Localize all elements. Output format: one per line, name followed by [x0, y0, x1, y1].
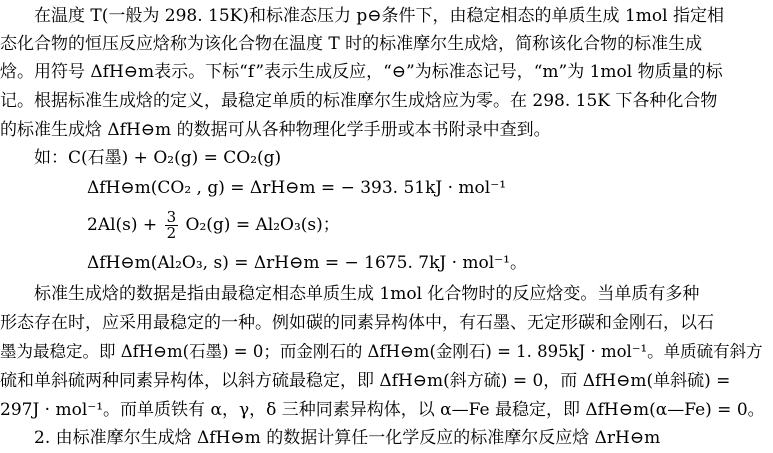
example-equation-3: ΔfH⊖m(Al₂O₃, s) = ΔrH⊖m = − 1675. 7kJ · mol⁻¹。	[87, 253, 527, 273]
equation-2-right: O₂(g) = Al₂O₃(s)；	[185, 215, 340, 235]
paragraph-2-line-1: 标准生成焓的数据是指由最稳定相态单质生成 1mol 化合物时的反应焓变。当单质有多种	[0, 284, 700, 304]
fraction-three-halves	[165, 210, 179, 241]
example-intro-equation: 如：C(石墨) + O₂(g) = CO₂(g)	[0, 148, 282, 168]
paragraph-2-line-4: 硫和单斜硫两种同素异构体，以斜方硫最稳定，即 ΔfH⊖m(斜方硫) = 0，而 ΔfH⊖m(单斜硫) =	[0, 371, 731, 391]
fraction-denominator: 2	[166, 224, 177, 242]
paragraph-1-line-4: 记。根据标准生成焓的定义，最稳定单质的标准摩尔生成焓应为零。在 298. 15K 下各种化合物	[0, 91, 718, 111]
paragraph-2-line-3: 墨为最稳定。即 ΔfH⊖m(石墨) = 0；而金刚石的 ΔfH⊖m(金刚石) = 1. 895kJ · mol⁻¹。单质硫有斜方	[0, 342, 763, 361]
section-heading: 2. 由标准摩尔生成焓 ΔfH⊖m 的数据计算任一化学反应的标准摩尔反应焓 ΔrH⊖m	[0, 428, 661, 448]
paragraph-1-line-1: 在温度 T(一般为 298. 15K)和标准态压力 p⊖条件下，由稳定相态的单质生成 1mol 指定相	[0, 6, 724, 26]
example-equation-2	[87, 210, 340, 241]
paragraph-1-line-3: 焓。用符号 ΔfH⊖m表示。下标“f”表示生成反应，“⊖”为标准态记号，“m”为 1mol 物质量的标	[0, 62, 723, 82]
example-equation-1: ΔfH⊖m(CO₂ , g) = ΔrH⊖m = − 393. 51kJ · mol⁻¹	[87, 178, 507, 198]
fraction-numerator: 3	[166, 208, 177, 226]
paragraph-1-line-2: 态化合物的恒压反应焓称为该化合物在温度 T 时的标准摩尔生成焓，简称该化合物的标准生成	[0, 34, 703, 54]
equation-2-left: 2Al(s) +	[87, 215, 158, 235]
paragraph-2-line-2: 形态存在时，应采用最稳定的一种。例如碳的同素异构体中，有石墨、无定形碳和金刚石，以石	[0, 313, 714, 333]
paragraph-2-line-5: 297J · mol⁻¹。而单质铁有 α，γ，δ 三种同素异构体，以 α—Fe 最稳定，即 ΔfH⊖m(α—Fe) = 0。	[0, 400, 765, 420]
paragraph-1-line-5: 的标准生成焓 ΔfH⊖m 的数据可从各种物理化学手册或本书附录中查到。	[0, 120, 551, 140]
